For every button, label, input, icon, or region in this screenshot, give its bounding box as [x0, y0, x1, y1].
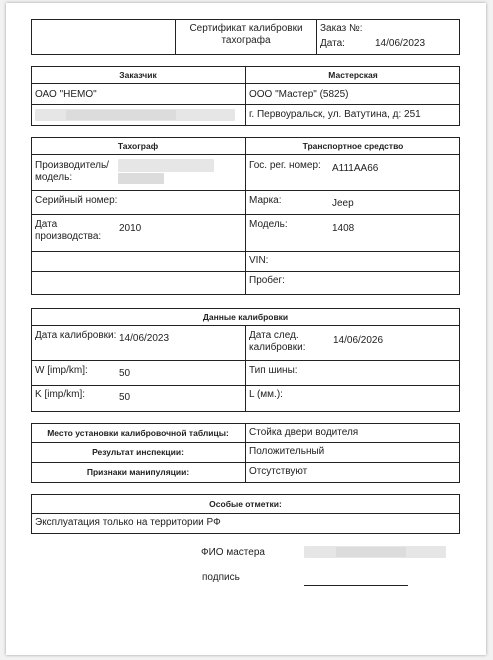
mileage-label: Пробег:	[249, 275, 285, 286]
plate-location-value: Стойка двери водителя	[249, 427, 359, 438]
workshop-address: г. Первоуральск, ул. Ватутина, д: 251	[249, 109, 421, 120]
order-label: Заказ №:	[320, 23, 363, 34]
master-name-redacted-part	[336, 547, 406, 557]
header-divider-1	[175, 19, 176, 55]
certificate-title: Сертификат калибровки тахографа	[189, 23, 303, 46]
manufacturer-redacted	[118, 159, 214, 172]
workshop-heading: Мастерская	[328, 70, 378, 80]
result-value: Положительный	[249, 446, 325, 457]
result-label: Результат инспекции:	[92, 447, 184, 457]
notes-heading: Особые отметки:	[209, 499, 282, 509]
signature-label: подпись	[202, 572, 240, 583]
manipulation-value: Отсутствуют	[249, 466, 308, 477]
manipulation-label: Признаки манипуляции:	[86, 467, 190, 477]
calibration-row-line-1	[31, 360, 460, 361]
manufacturer-redacted-part	[118, 173, 164, 184]
device-row-line-3	[31, 251, 460, 252]
calibration-date-value: 14/06/2023	[119, 333, 170, 344]
brand-value: Jeep	[332, 198, 354, 209]
customer-heading: Заказчик	[119, 70, 157, 80]
w-label: W [imp/km]:	[35, 365, 88, 376]
inspection-divider	[245, 423, 246, 483]
parties-heading-line	[31, 83, 460, 84]
w-value: 50	[119, 368, 131, 379]
reg-number-label: Гос. рег. номер:	[249, 160, 321, 171]
tyre-label: Тип шины:	[249, 365, 298, 376]
inspection-row-line-1	[31, 442, 460, 443]
notes-heading-line	[31, 513, 460, 514]
date-value: 14/06/2023	[375, 38, 426, 49]
calibration-heading-line	[31, 325, 460, 326]
device-row-line-4	[31, 271, 460, 272]
calibration-date-label: Дата калибровки:	[35, 330, 117, 341]
next-calibration-value: 14/06/2026	[333, 335, 384, 346]
production-date-value: 2010	[119, 223, 142, 234]
reg-number-value: А111АА66	[332, 163, 379, 174]
model-value: 1408	[332, 223, 355, 234]
workshop-name: ООО "Мастер" (5825)	[249, 89, 349, 100]
device-row-line-1	[31, 190, 460, 191]
plate-location-label: Место установки калибровочной таблицы:	[47, 428, 229, 438]
tachograph-heading: Тахограф	[117, 141, 159, 151]
calibration-divider	[245, 325, 246, 412]
certificate-page	[6, 3, 486, 655]
notes-text: Эксплуатация только на территории РФ	[35, 517, 221, 528]
calibration-heading: Данные калибровки	[202, 312, 289, 322]
k-value: 50	[119, 392, 131, 403]
serial-label: Серийный номер:	[35, 195, 118, 206]
customer-address-redacted-part	[66, 110, 176, 120]
parties-row-line	[31, 104, 460, 105]
l-label: L (мм.):	[249, 389, 283, 400]
vin-label: VIN:	[249, 255, 269, 266]
signature-line	[304, 585, 408, 586]
production-date-label: Дата производства:	[35, 219, 102, 242]
device-heading-line	[31, 154, 460, 155]
date-label: Дата:	[320, 38, 345, 49]
vehicle-heading: Транспортное средство	[302, 141, 404, 151]
manufacturer-label: Производитель/ модель:	[35, 160, 109, 183]
inspection-row-line-2	[31, 462, 460, 463]
brand-label: Марка:	[249, 195, 282, 206]
customer-name: ОАО "НЕМО"	[35, 89, 97, 100]
calibration-row-line-2	[31, 385, 460, 386]
header-divider-2	[316, 19, 317, 55]
model-label: Модель:	[249, 219, 288, 230]
next-calibration-label: Дата след. калибровки:	[249, 330, 306, 353]
master-name-label: ФИО мастера	[201, 547, 265, 558]
k-label: K [imp/km]:	[35, 389, 86, 400]
device-row-line-2	[31, 214, 460, 215]
